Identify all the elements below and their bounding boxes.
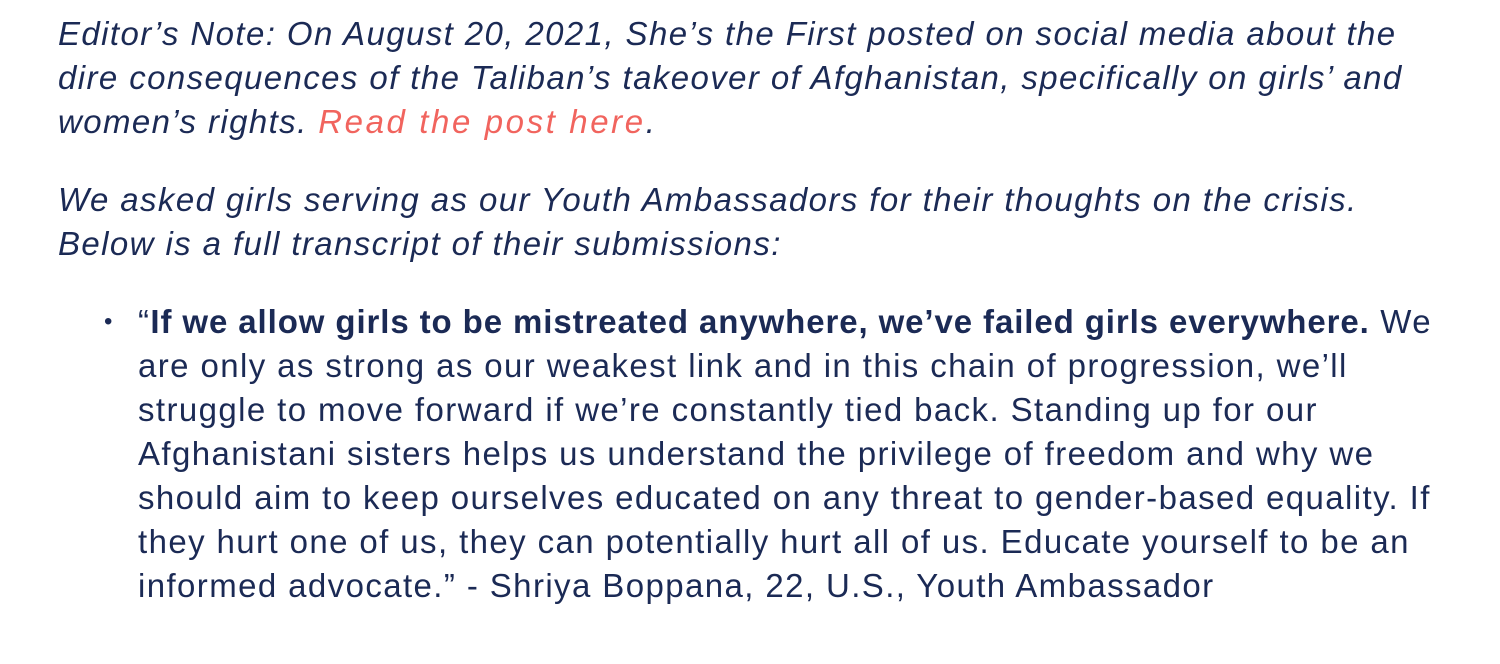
open-quote: “ xyxy=(138,303,151,340)
editors-note xyxy=(58,12,1458,144)
list-item xyxy=(58,300,1458,608)
editors-note-trailing: . xyxy=(645,103,657,140)
quote-list xyxy=(58,300,1458,608)
editors-note-text: Editor’s Note: On August 20, 2021, She’s the First posted on social media about the dire consequences of the Taliban’s takeover of Afghanistan, specifically on girls’ and women’s rights. xyxy=(58,15,1403,140)
article-content xyxy=(58,12,1458,608)
bullet-icon: • xyxy=(104,308,114,335)
quote-body: We are only as strong as our weakest link and in this chain of progression, we’ll struggle to move forward if we’re constantly tied back. Standing up for our Afghanistani sisters helps us understand the privilege of freedom and why we should aim to keep ourselves educated on any threat to gender-based equality. If they hurt one of us, they can potentially hurt all of us. Educate yourself to be an informed advocate.” - Shriya Boppana, 22, U.S., Youth Ambassador xyxy=(138,303,1432,604)
read-post-link[interactable]: Read the post here xyxy=(318,103,646,140)
intro-paragraph: We asked girls serving as our Youth Ambassadors for their thoughts on the crisis. Below is a full transcript of their submissions: xyxy=(58,181,1358,262)
quote-headline: If we allow girls to be mistreated anywhere, we’ve failed girls everywhere. xyxy=(150,303,1370,340)
